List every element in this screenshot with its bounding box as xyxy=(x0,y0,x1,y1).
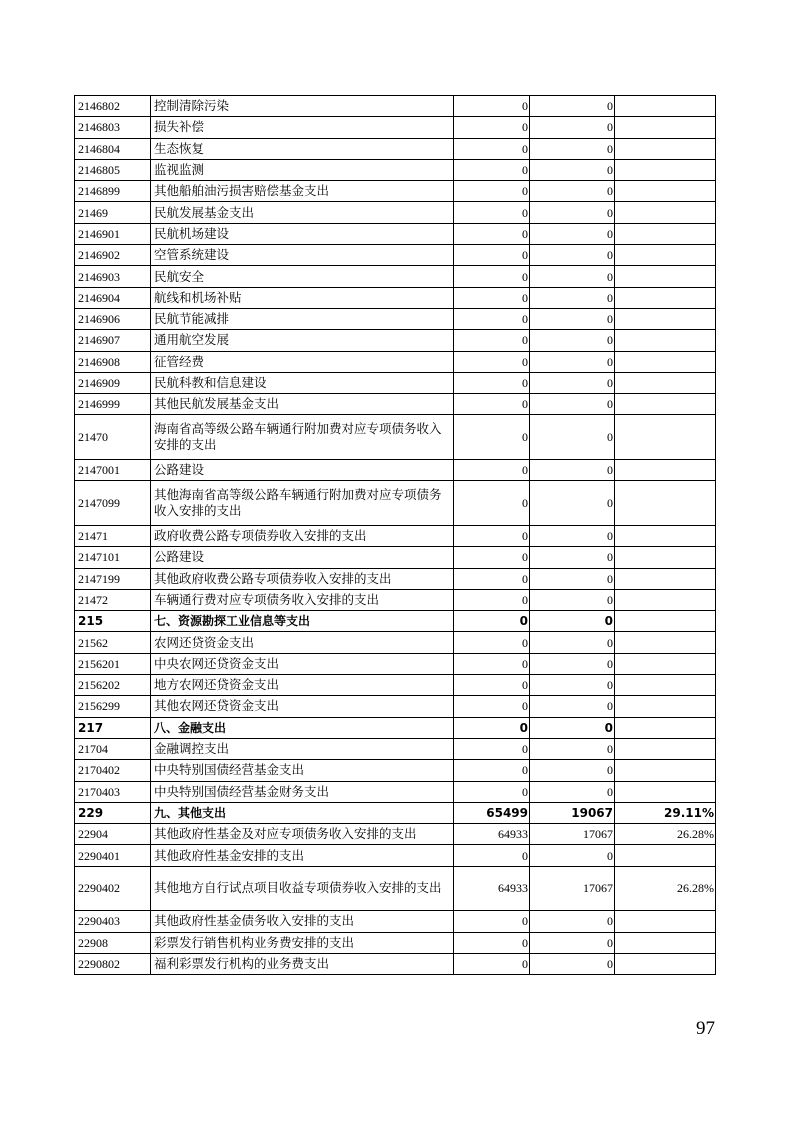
subject-name-cell: 政府收费公路专项债券收入安排的支出 xyxy=(151,525,454,546)
percentage-cell xyxy=(615,932,716,953)
subject-name-cell: 公路建设 xyxy=(151,460,454,481)
budget-value-cell: 65499 xyxy=(454,802,530,823)
subject-name-cell: 中央特别国债经营基金支出 xyxy=(151,760,454,781)
subject-code-cell: 2147101 xyxy=(75,547,151,568)
actual-value-cell: 0 xyxy=(530,547,615,568)
budget-value-cell: 0 xyxy=(454,911,530,932)
subject-name-cell: 征管经费 xyxy=(151,351,454,372)
budget-value-cell: 0 xyxy=(454,589,530,610)
budget-value-cell: 0 xyxy=(454,330,530,351)
percentage-cell xyxy=(615,394,716,415)
percentage-cell xyxy=(615,159,716,180)
actual-value-cell: 0 xyxy=(530,589,615,610)
actual-value-cell: 0 xyxy=(530,460,615,481)
table-row xyxy=(75,308,716,329)
table-row xyxy=(75,287,716,308)
budget-value-cell: 0 xyxy=(454,138,530,159)
budget-value-cell: 0 xyxy=(454,245,530,266)
subject-name-cell: 农网还贷资金支出 xyxy=(151,632,454,653)
table-row xyxy=(75,330,716,351)
actual-value-cell: 0 xyxy=(530,351,615,372)
subject-name-cell: 民航机场建设 xyxy=(151,223,454,244)
subject-name-cell: 其他政府收费公路专项债券收入安排的支出 xyxy=(151,568,454,589)
subject-name-cell: 九、其他支出 xyxy=(151,802,454,823)
budget-value-cell: 64933 xyxy=(454,824,530,845)
subject-name-cell: 中央农网还贷资金支出 xyxy=(151,653,454,674)
subject-code-cell: 2156201 xyxy=(75,653,151,674)
subject-name-cell: 其他农网还贷资金支出 xyxy=(151,696,454,717)
actual-value-cell: 0 xyxy=(530,415,615,460)
table-row xyxy=(75,932,716,953)
budget-value-cell: 0 xyxy=(454,781,530,802)
budget-value-cell: 0 xyxy=(454,481,530,526)
table-row xyxy=(75,802,716,823)
subject-code-cell: 2146909 xyxy=(75,372,151,393)
percentage-cell xyxy=(615,589,716,610)
budget-value-cell: 0 xyxy=(454,287,530,308)
budget-value-cell: 0 xyxy=(454,266,530,287)
table-row xyxy=(75,760,716,781)
percentage-cell xyxy=(615,675,716,696)
budget-value-cell: 0 xyxy=(454,653,530,674)
actual-value-cell: 0 xyxy=(530,117,615,138)
percentage-cell xyxy=(615,372,716,393)
percentage-cell xyxy=(615,911,716,932)
budget-value-cell: 0 xyxy=(454,953,530,974)
budget-value-cell: 0 xyxy=(454,96,530,117)
subject-code-cell: 22908 xyxy=(75,932,151,953)
percentage-cell xyxy=(615,760,716,781)
subject-code-cell: 217 xyxy=(75,717,151,738)
percentage-cell xyxy=(615,351,716,372)
subject-name-cell: 空管系统建设 xyxy=(151,245,454,266)
budget-value-cell: 0 xyxy=(454,547,530,568)
budget-value-cell: 0 xyxy=(454,632,530,653)
table-row xyxy=(75,525,716,546)
budget-value-cell: 0 xyxy=(454,460,530,481)
actual-value-cell: 0 xyxy=(530,568,615,589)
actual-value-cell: 0 xyxy=(530,202,615,223)
subject-code-cell: 2146999 xyxy=(75,394,151,415)
percentage-cell xyxy=(615,632,716,653)
subject-name-cell: 其他政府性基金及对应专项债务收入安排的支出 xyxy=(151,824,454,845)
table-row xyxy=(75,953,716,974)
budget-table-body xyxy=(75,96,716,975)
percentage-cell xyxy=(615,781,716,802)
percentage-cell xyxy=(615,138,716,159)
budget-value-cell: 0 xyxy=(454,932,530,953)
actual-value-cell: 0 xyxy=(530,696,615,717)
actual-value-cell: 0 xyxy=(530,953,615,974)
table-row xyxy=(75,415,716,460)
subject-name-cell: 公路建设 xyxy=(151,547,454,568)
page-number: 97 xyxy=(696,1018,715,1039)
subject-name-cell: 民航节能减排 xyxy=(151,308,454,329)
subject-code-cell: 21704 xyxy=(75,738,151,759)
actual-value-cell: 0 xyxy=(530,675,615,696)
subject-name-cell: 其他海南省高等级公路车辆通行附加费对应专项债务收入安排的支出 xyxy=(151,481,454,526)
subject-code-cell: 215 xyxy=(75,611,151,632)
percentage-cell xyxy=(615,223,716,244)
percentage-cell xyxy=(615,460,716,481)
percentage-cell xyxy=(615,308,716,329)
subject-code-cell: 2146907 xyxy=(75,330,151,351)
percentage-cell xyxy=(615,547,716,568)
actual-value-cell: 0 xyxy=(530,653,615,674)
table-row xyxy=(75,568,716,589)
table-row xyxy=(75,738,716,759)
actual-value-cell: 0 xyxy=(530,372,615,393)
budget-value-cell: 64933 xyxy=(454,866,530,911)
subject-code-cell: 2290401 xyxy=(75,845,151,866)
actual-value-cell: 0 xyxy=(530,159,615,180)
table-row xyxy=(75,138,716,159)
subject-name-cell: 民航安全 xyxy=(151,266,454,287)
subject-name-cell: 民航科教和信息建设 xyxy=(151,372,454,393)
actual-value-cell: 0 xyxy=(530,287,615,308)
actual-value-cell: 0 xyxy=(530,525,615,546)
subject-name-cell: 车辆通行费对应专项债务收入安排的支出 xyxy=(151,589,454,610)
percentage-cell xyxy=(615,611,716,632)
subject-code-cell: 2146906 xyxy=(75,308,151,329)
budget-table xyxy=(74,95,716,975)
percentage-cell xyxy=(615,525,716,546)
budget-value-cell: 0 xyxy=(454,202,530,223)
actual-value-cell: 0 xyxy=(530,760,615,781)
subject-code-cell: 2146802 xyxy=(75,96,151,117)
actual-value-cell: 0 xyxy=(530,911,615,932)
subject-code-cell: 2147199 xyxy=(75,568,151,589)
subject-name-cell: 航线和机场补贴 xyxy=(151,287,454,308)
subject-name-cell: 八、金融支出 xyxy=(151,717,454,738)
budget-value-cell: 0 xyxy=(454,696,530,717)
subject-code-cell: 2156299 xyxy=(75,696,151,717)
table-row xyxy=(75,547,716,568)
table-row xyxy=(75,159,716,180)
budget-value-cell: 0 xyxy=(454,394,530,415)
subject-code-cell: 2170403 xyxy=(75,781,151,802)
budget-value-cell: 0 xyxy=(454,525,530,546)
table-row xyxy=(75,394,716,415)
percentage-cell: 26.28% xyxy=(615,824,716,845)
table-row xyxy=(75,96,716,117)
percentage-cell xyxy=(615,181,716,202)
actual-value-cell: 19067 xyxy=(530,802,615,823)
subject-name-cell: 其他政府性基金债务收入安排的支出 xyxy=(151,911,454,932)
budget-value-cell: 0 xyxy=(454,351,530,372)
actual-value-cell: 0 xyxy=(530,181,615,202)
budget-value-cell: 0 xyxy=(454,675,530,696)
subject-name-cell: 金融调控支出 xyxy=(151,738,454,759)
subject-name-cell: 民航发展基金支出 xyxy=(151,202,454,223)
table-row xyxy=(75,223,716,244)
percentage-cell xyxy=(615,568,716,589)
subject-name-cell: 其他船舶油污损害赔偿基金支出 xyxy=(151,181,454,202)
subject-code-cell: 2290402 xyxy=(75,866,151,911)
subject-name-cell: 损失补偿 xyxy=(151,117,454,138)
percentage-cell xyxy=(615,117,716,138)
percentage-cell xyxy=(615,696,716,717)
subject-code-cell: 2146902 xyxy=(75,245,151,266)
budget-value-cell: 0 xyxy=(454,738,530,759)
actual-value-cell: 17067 xyxy=(530,866,615,911)
table-row xyxy=(75,781,716,802)
budget-value-cell: 0 xyxy=(454,159,530,180)
budget-value-cell: 0 xyxy=(454,308,530,329)
subject-code-cell: 2146908 xyxy=(75,351,151,372)
subject-name-cell: 其他政府性基金安排的支出 xyxy=(151,845,454,866)
subject-code-cell: 2146903 xyxy=(75,266,151,287)
budget-value-cell: 0 xyxy=(454,372,530,393)
percentage-cell: 29.11% xyxy=(615,802,716,823)
subject-code-cell: 2146904 xyxy=(75,287,151,308)
subject-code-cell: 2146901 xyxy=(75,223,151,244)
table-row xyxy=(75,845,716,866)
actual-value-cell: 0 xyxy=(530,481,615,526)
actual-value-cell: 0 xyxy=(530,223,615,244)
actual-value-cell: 0 xyxy=(530,932,615,953)
subject-name-cell: 福利彩票发行机构的业务费支出 xyxy=(151,953,454,974)
subject-name-cell: 其他地方自行试点项目收益专项债券收入安排的支出 xyxy=(151,866,454,911)
percentage-cell xyxy=(615,287,716,308)
table-row xyxy=(75,202,716,223)
subject-code-cell: 2290403 xyxy=(75,911,151,932)
actual-value-cell: 0 xyxy=(530,781,615,802)
budget-value-cell: 0 xyxy=(454,223,530,244)
subject-code-cell: 2290802 xyxy=(75,953,151,974)
subject-code-cell: 2146804 xyxy=(75,138,151,159)
table-row xyxy=(75,266,716,287)
subject-name-cell: 其他民航发展基金支出 xyxy=(151,394,454,415)
actual-value-cell: 0 xyxy=(530,738,615,759)
table-row xyxy=(75,181,716,202)
subject-code-cell: 21562 xyxy=(75,632,151,653)
subject-code-cell: 2147001 xyxy=(75,460,151,481)
actual-value-cell: 0 xyxy=(530,138,615,159)
percentage-cell xyxy=(615,653,716,674)
subject-code-cell: 21471 xyxy=(75,525,151,546)
table-row xyxy=(75,717,716,738)
percentage-cell xyxy=(615,415,716,460)
table-row xyxy=(75,675,716,696)
budget-value-cell: 0 xyxy=(454,568,530,589)
budget-value-cell: 0 xyxy=(454,415,530,460)
subject-name-cell: 控制清除污染 xyxy=(151,96,454,117)
budget-value-cell: 0 xyxy=(454,717,530,738)
table-row xyxy=(75,481,716,526)
budget-value-cell: 0 xyxy=(454,760,530,781)
subject-name-cell: 中央特别国债经营基金财务支出 xyxy=(151,781,454,802)
percentage-cell xyxy=(615,717,716,738)
subject-name-cell: 七、资源勘探工业信息等支出 xyxy=(151,611,454,632)
percentage-cell xyxy=(615,245,716,266)
percentage-cell xyxy=(615,481,716,526)
budget-value-cell: 0 xyxy=(454,117,530,138)
actual-value-cell: 0 xyxy=(530,308,615,329)
table-row xyxy=(75,611,716,632)
percentage-cell xyxy=(615,845,716,866)
subject-code-cell: 21472 xyxy=(75,589,151,610)
subject-name-cell: 监视监测 xyxy=(151,159,454,180)
budget-value-cell: 0 xyxy=(454,181,530,202)
percentage-cell xyxy=(615,266,716,287)
table-row xyxy=(75,911,716,932)
subject-code-cell: 21469 xyxy=(75,202,151,223)
table-row xyxy=(75,866,716,911)
actual-value-cell: 17067 xyxy=(530,824,615,845)
subject-name-cell: 生态恢复 xyxy=(151,138,454,159)
subject-code-cell: 2170402 xyxy=(75,760,151,781)
actual-value-cell: 0 xyxy=(530,330,615,351)
table-row xyxy=(75,696,716,717)
table-row xyxy=(75,372,716,393)
table-row xyxy=(75,632,716,653)
actual-value-cell: 0 xyxy=(530,96,615,117)
subject-code-cell: 2156202 xyxy=(75,675,151,696)
table-row xyxy=(75,245,716,266)
subject-name-cell: 地方农网还贷资金支出 xyxy=(151,675,454,696)
actual-value-cell: 0 xyxy=(530,717,615,738)
percentage-cell xyxy=(615,330,716,351)
actual-value-cell: 0 xyxy=(530,611,615,632)
percentage-cell: 26.28% xyxy=(615,866,716,911)
actual-value-cell: 0 xyxy=(530,394,615,415)
actual-value-cell: 0 xyxy=(530,845,615,866)
table-row xyxy=(75,351,716,372)
budget-value-cell: 0 xyxy=(454,845,530,866)
table-row xyxy=(75,653,716,674)
actual-value-cell: 0 xyxy=(530,632,615,653)
subject-code-cell: 21470 xyxy=(75,415,151,460)
percentage-cell xyxy=(615,202,716,223)
subject-code-cell: 22904 xyxy=(75,824,151,845)
actual-value-cell: 0 xyxy=(530,266,615,287)
subject-name-cell: 彩票发行销售机构业务费安排的支出 xyxy=(151,932,454,953)
table-row xyxy=(75,117,716,138)
actual-value-cell: 0 xyxy=(530,245,615,266)
budget-value-cell: 0 xyxy=(454,611,530,632)
subject-code-cell: 2146803 xyxy=(75,117,151,138)
table-row xyxy=(75,824,716,845)
subject-code-cell: 2146805 xyxy=(75,159,151,180)
subject-code-cell: 229 xyxy=(75,802,151,823)
table-row xyxy=(75,460,716,481)
subject-name-cell: 通用航空发展 xyxy=(151,330,454,351)
percentage-cell xyxy=(615,96,716,117)
percentage-cell xyxy=(615,738,716,759)
table-row xyxy=(75,589,716,610)
percentage-cell xyxy=(615,953,716,974)
subject-code-cell: 2147099 xyxy=(75,481,151,526)
subject-code-cell: 2146899 xyxy=(75,181,151,202)
subject-name-cell: 海南省高等级公路车辆通行附加费对应专项债务收入安排的支出 xyxy=(151,415,454,460)
